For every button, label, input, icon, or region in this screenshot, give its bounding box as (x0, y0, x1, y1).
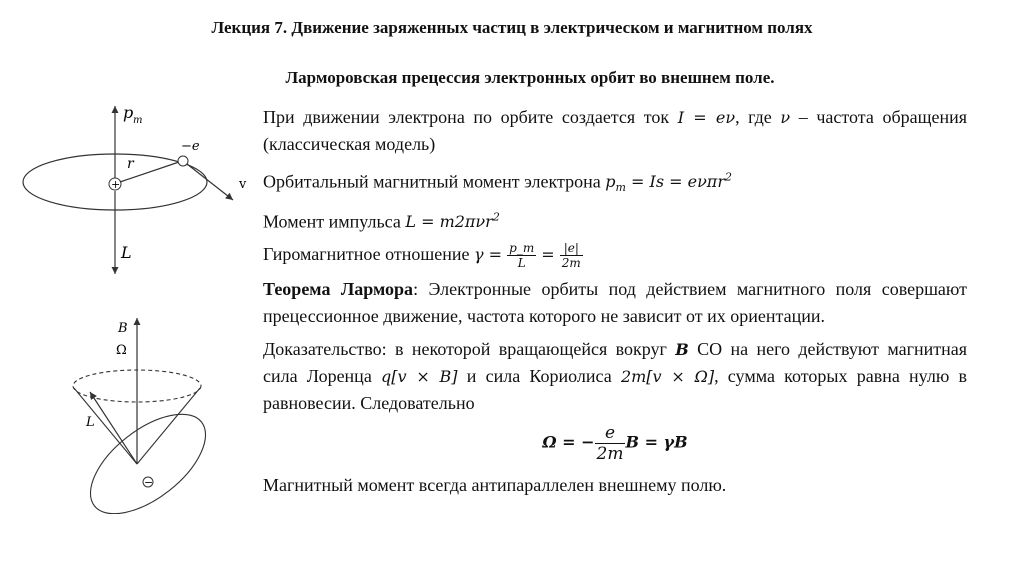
label-e: −e (181, 139, 200, 154)
formula-current: I = eν (677, 108, 736, 127)
frac-e-2m-big: $\frac{e}{2m}$ (596, 423, 624, 465)
slide-title: Лекция 7. Движение заряженных частиц в электрическом и магнитном полях (211, 18, 813, 37)
paragraph-conclusion: Магнитный момент всегда антипараллелен внешнему полю. (263, 475, 727, 496)
label-B: B (118, 321, 128, 336)
label-r: r (127, 156, 134, 172)
nucleus-plus: + (111, 178, 121, 191)
paragraph-proof: Доказательство: в некоторой вращающейся вокруг B СО на него действуют магнитная сила Лоренца q[v × B] и сила Кориолиса 2m[v × Ω], сумма которых равна нулю в равновесии. Следовательно (263, 339, 968, 414)
paragraph-angular-momentum: Момент импульса L = m2πνr$^2$ (263, 210, 500, 231)
slide-subtitle: Ларморовская прецессия электронных орбит во внешнем поле. (285, 68, 775, 87)
electron-2-minus: − (144, 476, 154, 489)
electron (178, 156, 188, 166)
velocity-arrow (187, 164, 233, 200)
precession-diagram (60, 314, 260, 514)
formula-magnetic-moment: $p_m = Is = e\nu\pi r^2$ (605, 171, 732, 195)
frac-pm-L: $\frac{p\_m}{L}$ (509, 241, 535, 271)
lecture-content (263, 104, 967, 505)
paragraph-current: При движении электрона по орбите создается ток I = eν, где ν – частота обращения (классическая модель) (263, 107, 967, 154)
label-L2: L (86, 415, 95, 430)
formula-lorentz: q[v × B] (381, 367, 458, 387)
formula-angular-momentum: L = m2πνr$^2$ (405, 210, 500, 231)
label-L: L (121, 243, 132, 262)
L-vector (90, 392, 137, 464)
label-pm: p (123, 103, 134, 122)
orbit-diagram (15, 96, 260, 281)
paragraph-larmor-theorem: Теорема Лармора: Электронные орбиты под действием магнитного поля совершают прецессионное движение, частота которого не зависит от их ориентации. (263, 279, 967, 327)
frac-e-2m: $\frac{|e|}{2m}$ (561, 241, 581, 271)
paragraph-magnetic-moment: Орбитальный магнитный момент электрона $p_m = Is = e\nu\pi r^2$ (263, 171, 732, 195)
label-pm-sub: m (133, 115, 143, 126)
tilted-orbit (73, 395, 222, 514)
larmor-equation: Ω = − $\frac{e}{2m}$ B = γB (542, 423, 688, 465)
label-v: v (239, 177, 247, 192)
formula-coriolis: 2m[v × Ω] (620, 367, 715, 387)
paragraph-gyromagnetic: Гиромагнитное отношение γ = $\frac{p\_m}{L}$ = $\frac{|e|}{2m}$ (263, 241, 581, 271)
label-Omega: Ω (116, 343, 127, 358)
